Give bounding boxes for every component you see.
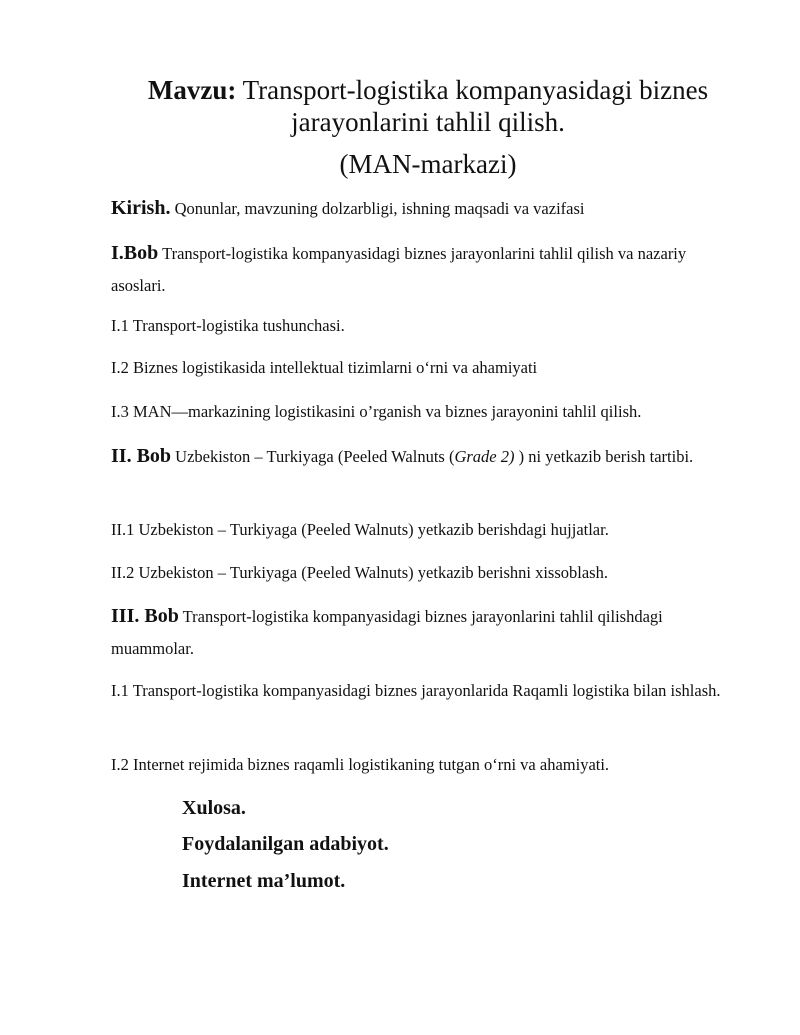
section-2-1: II.1 Uzbekiston – Turkiyaga (Peeled Walnuts) yetkazib berishdagi hujjatlar.	[111, 520, 609, 539]
section-1-2: I.2 Biznes logistikasida intellektual tizimlarni oʻrni va ahamiyati	[111, 358, 538, 377]
references-heading: Foydalanilgan adabiyot.	[182, 833, 389, 855]
page-subtitle: (MAN-markazi)	[339, 149, 517, 179]
chapter-3-text: Transport-logistika kompanyasidagi biznes jarayonlarini tahlil qilishdagi muammolar.	[111, 607, 663, 658]
section-1-3: I.3 MAN—markazining logistikasini o’rganish va biznes jarayonini tahlil qilish.	[111, 402, 642, 421]
page-title	[0, 74, 800, 138]
chapter-1-heading: I.Bob	[111, 242, 159, 264]
chapter-2-heading: II. Bob	[111, 445, 172, 467]
intro-text: Qonunlar, mavzuning dolzarbligi, ishning maqsadi va vazifasi	[174, 199, 585, 218]
title-label: Mavzu:	[147, 75, 237, 105]
chapter-2-text-before: Uzbekiston – Turkiyaga (Peeled Walnuts (	[175, 447, 455, 466]
chapter-2-text-italic: Grade 2)	[454, 447, 515, 466]
chapter-3-heading: III. Bob	[111, 605, 179, 627]
chapter-1-text: Transport-logistika kompanyasidagi biznes jarayonlarini tahlil qilish va nazariy asoslari.	[111, 244, 687, 295]
chapter-1-entry	[111, 237, 736, 302]
intro-entry	[111, 192, 736, 225]
internet-heading: Internet ma’lumot.	[182, 870, 346, 892]
conclusion-heading: Xulosa.	[182, 797, 246, 819]
chapter-2-text-after: ) ni yetkazib berish tartibi.	[514, 447, 694, 466]
section-2-2: II.2 Uzbekiston – Turkiyaga (Peeled Walnuts) yetkazib berishni xissoblash.	[111, 563, 608, 582]
section-3-1: I.1 Transport-logistika kompanyasidagi biznes jarayonlarida Raqamli logistika bilan ishlash.	[111, 681, 721, 700]
title-line-1: Transport-logistika kompanyasidagi biznes	[242, 75, 709, 105]
chapter-3-entry	[111, 600, 736, 665]
section-1-1: I.1 Transport-logistika tushunchasi.	[111, 316, 345, 335]
title-line-2: jarayonlarini tahlil qilish.	[291, 107, 565, 137]
section-3-2: I.2 Internet rejimida biznes raqamli logistikaning tutgan oʻrni va ahamiyati.	[111, 755, 610, 774]
chapter-2-entry	[111, 440, 736, 473]
intro-heading: Kirish.	[111, 197, 171, 219]
